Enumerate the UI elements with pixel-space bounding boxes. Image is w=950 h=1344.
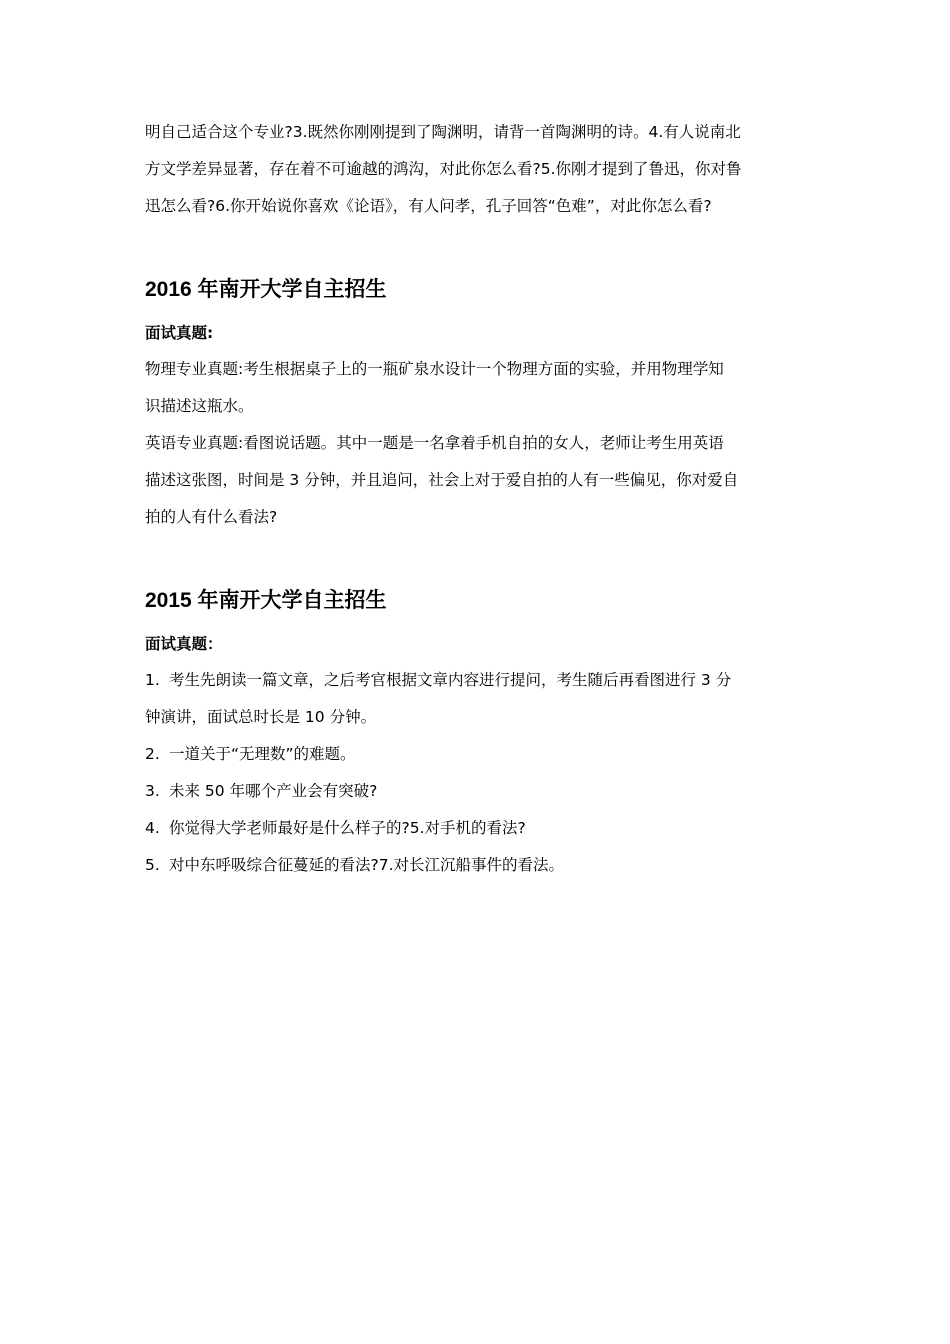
section-2016-title: 2016 年南开大学自主招生 <box>145 278 387 301</box>
list-item-number: 2. <box>145 745 160 763</box>
list-item-number: 1. <box>145 671 160 689</box>
english-line-3: 拍的人有什么看法? <box>145 508 278 526</box>
english-line-2: 描述这张图，时间是 3 分钟，并且追问，社会上对于爱自拍的人有一些偏见，你对爱自 <box>145 471 739 489</box>
section-2015-subtitle: 面试真题： <box>145 635 223 653</box>
list-item <box>145 847 810 884</box>
list-item-continuation <box>145 699 810 736</box>
intro-paragraph <box>145 114 810 225</box>
list-item-text: 未来 50 年哪个产业会有突破? <box>169 782 378 800</box>
list-item-text: 考生先朗读一篇文章，之后考官根据文章内容进行提问，考生随后再看图进行 3 分 <box>169 671 732 689</box>
intro-line-2: 方文学差异显著，存在着不可逾越的鸿沟，对此你怎么看?5.你刚才提到了鲁迅，你对鲁 <box>145 160 742 178</box>
english-question <box>145 425 810 536</box>
list-item <box>145 810 810 847</box>
english-line-1: 英语专业真题:看图说话题。其中一题是一名拿着手机自拍的女人，老师让考生用英语 <box>145 434 724 452</box>
list-item-number: 5. <box>145 856 160 874</box>
intro-line-3: 迅怎么看?6.你开始说你喜欢《论语》，有人问孝，孔子回答“色难”，对此你怎么看? <box>145 197 712 215</box>
list-item-text: 你觉得大学老师最好是什么样子的?5.对手机的看法? <box>169 819 526 837</box>
list-item <box>145 736 810 773</box>
list-item-text: 对中东呼吸综合征蔓延的看法?7.对长江沉船事件的看法。 <box>169 856 565 874</box>
list-item-text: 一道关于“无理数”的难题。 <box>169 745 356 763</box>
list-item <box>145 662 810 699</box>
list-item-number: 3. <box>145 782 160 800</box>
section-2016-subtitle: 面试真题: <box>145 324 214 342</box>
question-list-2015 <box>145 662 810 884</box>
physics-line-2: 识描述这瓶水。 <box>145 397 254 415</box>
list-item-number: 4. <box>145 819 160 837</box>
section-2015-title: 2015 年南开大学自主招生 <box>145 589 387 612</box>
intro-line-1: 明自己适合这个专业?3.既然你刚刚提到了陶渊明，请背一首陶渊明的诗。4.有人说南北 <box>145 123 741 141</box>
list-item <box>145 773 810 810</box>
physics-line-1: 物理专业真题:考生根据桌子上的一瓶矿泉水设计一个物理方面的实验，并用物理学知 <box>145 360 724 378</box>
physics-question <box>145 351 810 425</box>
list-item-text: 钟演讲，面试总时长是 10 分钟。 <box>145 708 377 726</box>
